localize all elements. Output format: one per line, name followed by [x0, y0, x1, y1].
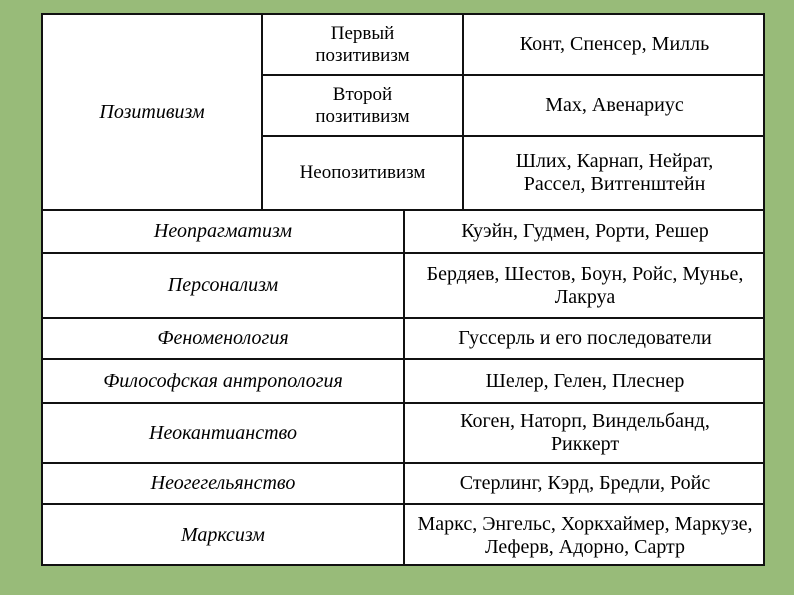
school-name: Персонализм — [167, 274, 279, 296]
names-cell — [464, 15, 765, 74]
school-cell — [43, 360, 403, 402]
philosophers: Мах, Авенариус — [545, 94, 684, 116]
names-cell — [405, 211, 765, 252]
substage-cell — [263, 137, 462, 209]
school-cell — [43, 254, 403, 317]
substage-cell — [263, 76, 462, 135]
school-cell — [43, 404, 403, 462]
philosophers: Бердяев, Шестов, Боун, Ройс, Мунье, Лакруа — [426, 262, 744, 308]
substage-name: Второй позитивизм — [315, 83, 410, 127]
names-cell — [405, 360, 765, 402]
school-name: Философская антропология — [103, 369, 343, 392]
school-name: Неогегельянство — [150, 472, 296, 494]
substage-name: Первый позитивизм — [315, 22, 410, 66]
philosophers: Гуссерль и его последователи — [458, 327, 712, 349]
substage-cell — [263, 15, 462, 74]
philosophers: Коген, Наторп, Виндельбанд, Риккерт — [460, 410, 710, 455]
school-cell — [43, 464, 403, 503]
school-name: Неопрагматизм — [153, 220, 293, 242]
school-cell — [43, 505, 403, 566]
names-cell — [405, 319, 765, 358]
names-cell — [405, 464, 765, 503]
names-cell — [464, 76, 765, 135]
philosophers: Куэйн, Гудмен, Рорти, Решер — [461, 220, 709, 242]
names-cell — [405, 505, 765, 566]
names-cell — [405, 404, 765, 462]
school-cell — [43, 15, 261, 209]
school-cell — [43, 211, 403, 252]
philosophers: Шлих, Карнап, Нейрат, Рассел, Витгенштейн — [515, 150, 714, 195]
substage-name: Неопозитивизм — [299, 162, 426, 183]
philosophy-schools-table — [41, 13, 765, 566]
school-name: Марксизм — [181, 524, 265, 546]
philosophers: Конт, Спенсер, Милль — [519, 33, 710, 55]
names-cell — [464, 137, 765, 209]
philosophers: Шелер, Гелен, Плеснер — [485, 369, 685, 392]
philosophers: Маркс, Энгельс, Хоркхаймер, Маркузе, Леферв, Адорно, Сартр — [417, 512, 753, 558]
school-name: Феноменология — [157, 327, 289, 349]
names-cell — [405, 254, 765, 317]
school-cell — [43, 319, 403, 358]
school-name: Неокантианство — [149, 421, 297, 444]
philosophers: Стерлинг, Кэрд, Бредли, Ройс — [459, 472, 711, 494]
school-name: Позитивизм — [99, 100, 205, 123]
